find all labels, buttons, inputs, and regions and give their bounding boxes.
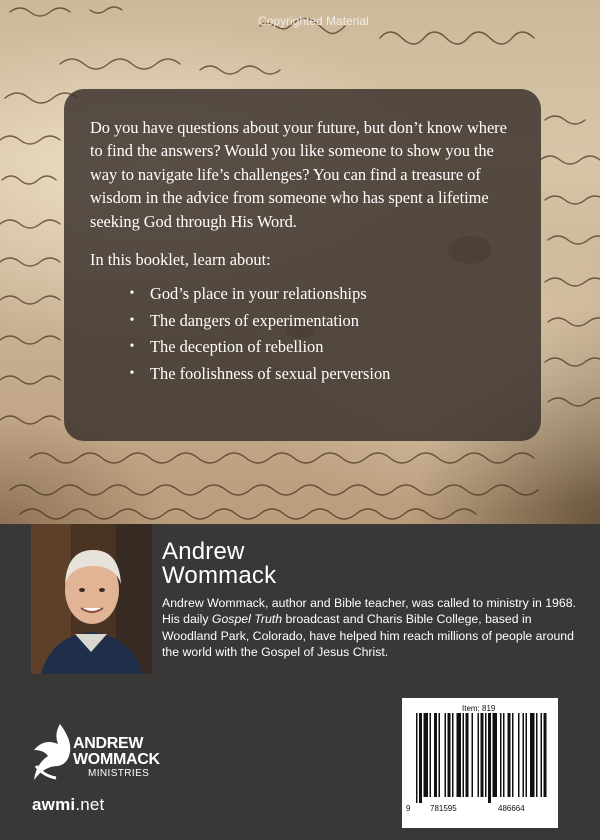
dove-icon <box>30 722 74 788</box>
bullet-icon: • <box>129 286 135 302</box>
barcode-bar <box>463 713 465 797</box>
bio-broadcast-title: Gospel Truth <box>211 612 283 627</box>
barcode-bar <box>466 713 469 797</box>
barcode-digit-first: 9 <box>406 804 411 813</box>
portrait-illustration <box>31 524 152 674</box>
barcode-bar <box>424 713 429 797</box>
barcode-bar <box>478 713 480 797</box>
barcode-bar <box>536 713 538 797</box>
bio-text-part2: broadcast and Charis Bible College, based in Woodland Park, Colorado, have helped him reach millions of people around the world with the Gospel of Jesus Christ. <box>162 612 574 659</box>
barcode-label <box>402 698 558 828</box>
watermark-text: Copyrighted Material <box>258 14 369 28</box>
list-item-text: God’s place in your relationships <box>150 284 367 304</box>
logo-text-andrew: ANDREW <box>73 735 144 752</box>
list-item <box>129 334 519 361</box>
logo-text-ministries: MINISTRIES <box>88 768 150 779</box>
barcode-bar <box>452 713 454 797</box>
website-tld: .net <box>75 795 105 814</box>
author-photo <box>31 524 152 674</box>
logo-text-wommack: WOMMACK <box>73 751 160 768</box>
barcode-bar <box>518 713 520 797</box>
barcode-group-left: 781595 <box>430 804 457 813</box>
barcode-bar <box>430 713 432 797</box>
barcode-bar <box>481 713 484 797</box>
website-url[interactable] <box>32 796 104 814</box>
barcode-bar <box>416 713 418 803</box>
list-item <box>129 281 519 308</box>
list-item-text: The foolishness of sexual perversion <box>150 363 391 383</box>
bullet-icon: • <box>129 365 135 381</box>
barcode-bar <box>530 713 535 797</box>
barcode-bar <box>448 713 451 797</box>
bullet-icon: • <box>129 339 135 355</box>
intro-paragraph: Do you have questions about your future, but don’t know where to find the answers? Would you like someone to show you the way to navigate life’s challenges? You can find a treasure of wisdom in the advice from someone who has spent a lifetime seeking God through His Word. <box>90 118 507 231</box>
barcode-bar <box>544 713 547 797</box>
barcode-icon <box>406 713 554 803</box>
barcode-bar <box>457 713 462 797</box>
ministry-logo <box>30 722 190 832</box>
barcode-bar <box>485 713 487 797</box>
list-item-text: The dangers of experimentation <box>150 310 359 330</box>
list-item-text: The deception of rebellion <box>150 337 324 357</box>
bullet-icon: • <box>129 312 135 328</box>
author-first-name: Andrew <box>162 538 245 565</box>
barcode-bar <box>523 713 525 797</box>
barcode-bar <box>439 713 441 797</box>
barcode-bar <box>488 713 491 803</box>
barcode-bar <box>445 713 447 797</box>
barcode-bar <box>503 713 505 797</box>
bio-text-part1: Andrew Wommack, author and Bible teacher, was called to ministry in 1968. His daily <box>162 596 576 627</box>
barcode-bar <box>508 713 511 797</box>
barcode-bar <box>434 713 437 797</box>
barcode-bar <box>500 713 502 797</box>
barcode-bar <box>541 713 543 797</box>
website-domain: awmi <box>32 795 76 814</box>
barcode-bar <box>419 713 422 803</box>
barcode-bar <box>526 713 528 797</box>
author-last-name: Wommack <box>162 562 277 589</box>
topic-list <box>90 281 519 387</box>
author-bio <box>162 595 582 660</box>
barcode-bar <box>512 713 514 797</box>
barcode-bar <box>493 713 498 797</box>
barcode-group-right: 486664 <box>498 804 525 813</box>
author-name <box>162 540 276 588</box>
author-section <box>0 524 600 840</box>
list-heading: In this booklet, learn about: <box>90 250 271 270</box>
list-item <box>129 361 519 388</box>
barcode-bar <box>472 713 474 797</box>
item-number: Item: 819 <box>462 704 496 713</box>
list-item <box>129 308 519 335</box>
description-panel <box>64 89 541 441</box>
